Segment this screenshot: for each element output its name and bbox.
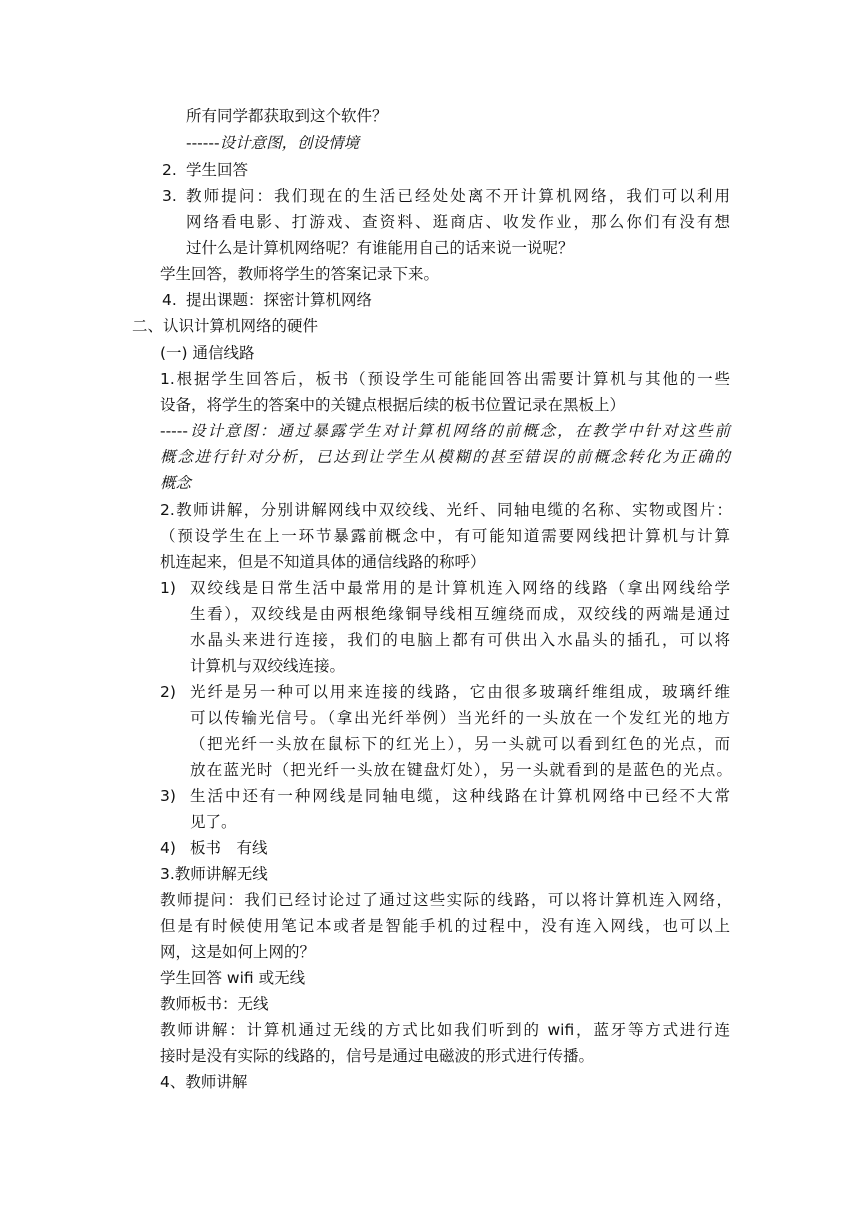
paragraph-line: 学生回答，教师将学生的答案记录下来。 [160, 265, 440, 283]
list-item-line: 可以传输光信号。（拿出光纤举例）当光纤的一头放在一个发红光的地方 [190, 709, 730, 727]
paragraph-line: 教师讲解：计算机通过无线的方式比如我们听到的 wifi，蓝牙等方式进行连 [160, 1021, 730, 1039]
paragraph-line: 设备，将学生的答案中的关键点根据后续的板书位置记录在黑板上） [160, 396, 626, 414]
design-intent-text: 设计意图：通过暴露学生对计算机网络的前概念，在教学中针对这些前 [187, 422, 730, 440]
list-item-line: 生看），双绞线是由两根绝缘铜导线相互缠绕而成，双绞线的两端是通过 [190, 605, 730, 623]
list-item-line: 光纤是另一种可以用来连接的线路，它由很多玻璃纤维组成，玻璃纤维 [190, 683, 730, 701]
paragraph-line: 4、教师讲解 [160, 1073, 248, 1091]
design-intent-text: 设计意图，创设情境 [219, 134, 360, 152]
dash-marker: ----- [160, 422, 188, 440]
paragraph-line: 但是有时候使用笔记本或者是智能手机的过程中，没有连入网线，也可以上 [160, 917, 730, 935]
list-item-line: 教师提问：我们现在的生活已经处处离不开计算机网络，我们可以利用 [186, 187, 730, 205]
list-number: 4. [162, 291, 177, 309]
subsection-heading: (一) 通信线路 [160, 344, 255, 362]
list-item: 提出课题：探密计算机网络 [186, 291, 373, 309]
paragraph-line: 接时是没有实际的线路的，信号是通过电磁波的形式进行传播。 [160, 1047, 595, 1065]
design-intent-text: 概念 [160, 474, 192, 492]
paragraph-line: （预设学生在上一环节暴露前概念中，有可能知道需要网线把计算机与计算 [160, 527, 730, 545]
paragraph-line: 教师提问：我们已经讨论过了通过这些实际的线路，可以将计算机连入网络， [160, 891, 732, 909]
list-item-line: 双绞线是日常生活中最常用的是计算机连入网络的线路（拿出网线给学 [190, 579, 730, 597]
list-item-line: 放在蓝光时（把光纤一头放在键盘灯处），另一头就看到的是蓝色的光点。 [190, 761, 732, 779]
paragraph-line: 所有同学都获取到这个软件？ [186, 107, 388, 125]
paragraph-line: 2.教师讲解，分别讲解网线中双绞线、光纤、同轴电缆的名称、实物或图片： [160, 501, 732, 519]
list-item-line: 过什么是计算机网络呢？有谁能用自己的话来说一说呢？ [186, 239, 574, 257]
dash-marker: ------ [186, 134, 220, 152]
list-item-line: 见了。 [190, 813, 237, 831]
paragraph-line: 教师板书：无线 [160, 995, 269, 1013]
design-intent-text: 概念进行针对分析，已达到让学生从模糊的甚至错误的前概念转化为正确的 [160, 448, 730, 466]
paragraph-line: 机连起来，但是不知道具体的通信线路的称呼） [160, 553, 486, 571]
paragraph-line: 1.根据学生回答后，板书（预设学生可能能回答出需要计算机与其他的一些 [160, 370, 730, 388]
list-number: 3) [160, 787, 176, 805]
list-number: 2) [160, 683, 176, 701]
list-number: 2. [162, 161, 177, 179]
list-item-line: 生活中还有一种网线是同轴电缆，这种线路在计算机网络中已经不大常 [190, 787, 730, 805]
design-intent-line [160, 418, 730, 444]
section-heading: 二、认识计算机网络的硬件 [132, 317, 319, 335]
design-intent-line [186, 130, 359, 156]
paragraph-line: 学生回答 wifi 或无线 [160, 969, 306, 987]
list-item-line: 板书 有线 [190, 839, 268, 857]
paragraph-line: 网，这是如何上网的？ [160, 943, 316, 961]
list-number: 4) [160, 839, 176, 857]
list-item-line: （把光纤一头放在鼠标下的红光上），另一头就可以看到红色的光点，而 [190, 735, 730, 753]
paragraph-line: 3.教师讲解无线 [160, 865, 268, 883]
list-item: 学生回答 [186, 161, 249, 179]
list-item-line: 水晶头来进行连接，我们的电脑上都有可供出入水晶头的插孔，可以将 [190, 631, 730, 649]
list-number: 1) [160, 579, 176, 597]
list-item-line: 网络看电影、打游戏、查资料、逛商店、收发作业，那么你们有没有想 [186, 213, 730, 231]
list-item-line: 计算机与双绞线连接。 [190, 657, 346, 675]
list-number: 3. [162, 187, 177, 205]
